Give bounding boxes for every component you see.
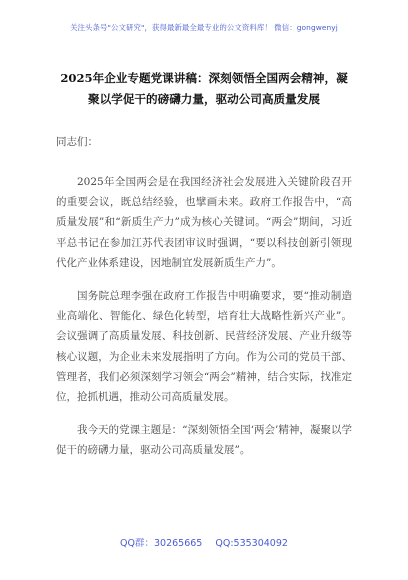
footer-qq-group: QQ群：30265665 [120, 538, 203, 549]
footer-contacts [0, 535, 408, 549]
paragraph-3: 我今天的党课主题是：“深刻领悟全国‘两会’精神，凝聚以学促干的磅礴力量，驱动公司高质量发展”。 [56, 424, 352, 457]
header-banner: 关注头条号"公文研究"，获得最新最全最专业的公文资料库！ 微信：gongwenyj [70, 23, 338, 32]
document-body [56, 132, 352, 474]
document-title: 2025年企业专题党课讲稿：深刻领悟全国两会精神，凝聚以学促干的磅礴力量，驱动公司高质量发展 [60, 71, 348, 106]
paragraph-1: 2025年全国两会是在我国经济社会发展进入关键阶段召开的重要会议，既总结经验，也擘画未来。政府工作报告中，“高质量发展”和“新质生产力”成为核心关键词。“两会”期间，习近平总书记在参加江苏代表团审议时强调，“要以科技创新引领现代化产业体系建设，因地制宜发展新质生产力”。 [56, 176, 352, 269]
footer-qq-number: QQ:535304092 [215, 538, 288, 549]
paragraph-2: 国务院总理李强在政府工作报告中明确要求，要“推动制造业高端化、智能化、绿色化转型，培育壮大战略性新兴产业”。会议强调了高质量发展、科技创新、民营经济发展、产业升级等核心议题，为企业未来发展指明了方向。作为公司的党员干部、管理者，我们必须深刻学习领会“两会”精神，结合实际，找准定位，抢抓机遇，推动公司高质量发展。 [56, 290, 352, 404]
salutation: 同志们： [56, 136, 98, 148]
